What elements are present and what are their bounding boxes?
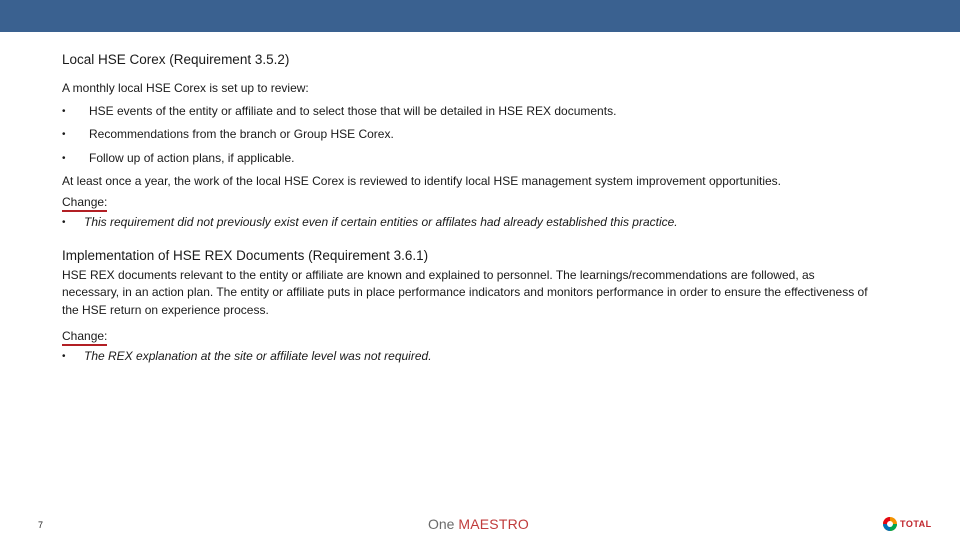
bullet-icon: • xyxy=(62,129,66,140)
bullet-icon: • xyxy=(62,105,66,117)
section-title-rex: Implementation of HSE REX Documents (Requirement 3.6.1) xyxy=(62,247,429,263)
top-banner xyxy=(0,0,960,32)
corex-bullet-list xyxy=(62,103,872,168)
list-item: • HSE events of the entity or affiliate and to select those that will be detailed in HSE REX documents. xyxy=(62,103,872,121)
rex-body: HSE REX documents relevant to the entity or affiliate are known and explained to personnel. The learnings/recommendations are followed, as necessary, in an action plan. The entity or affiliate puts in place performance indicators and monitors performance in order to ensure the effectiveness of the HSE return on experience process. xyxy=(62,267,868,317)
list-item: • Follow up of action plans, if applicable. xyxy=(62,150,872,168)
logo-wordmark: TOTAL xyxy=(900,519,932,529)
list-item: • Recommendations from the branch or Group HSE Corex. xyxy=(62,126,872,144)
total-logo-mark xyxy=(880,514,900,534)
slide-content xyxy=(62,52,872,365)
page-number: 7 xyxy=(38,520,44,530)
rex-change-list xyxy=(62,348,872,365)
change-label: Change: xyxy=(62,329,872,343)
total-logo-icon xyxy=(880,514,940,536)
section-title-corex: Local HSE Corex (Requirement 3.5.2) xyxy=(62,52,290,67)
footer-brand xyxy=(428,516,529,532)
bullet-icon: • xyxy=(62,351,66,362)
brand-prefix: One xyxy=(428,516,455,532)
corex-intro: A monthly local HSE Corex is set up to review: xyxy=(62,81,309,95)
corex-change-list xyxy=(62,214,872,231)
list-item: • This requirement did not previously exist even if certain entities or affilates had already established this practice. xyxy=(62,214,678,229)
bullet-icon: • xyxy=(62,216,66,228)
list-item: • The REX explanation at the site or affiliate level was not required. xyxy=(62,349,432,363)
brand-name: MAESTRO xyxy=(458,516,529,532)
corex-closing: At least once a year, the work of the local HSE Corex is reviewed to identify local HSE management system improvement opportunities. xyxy=(62,174,782,188)
bullet-icon: • xyxy=(62,152,66,164)
change-label: Change: xyxy=(62,195,872,209)
